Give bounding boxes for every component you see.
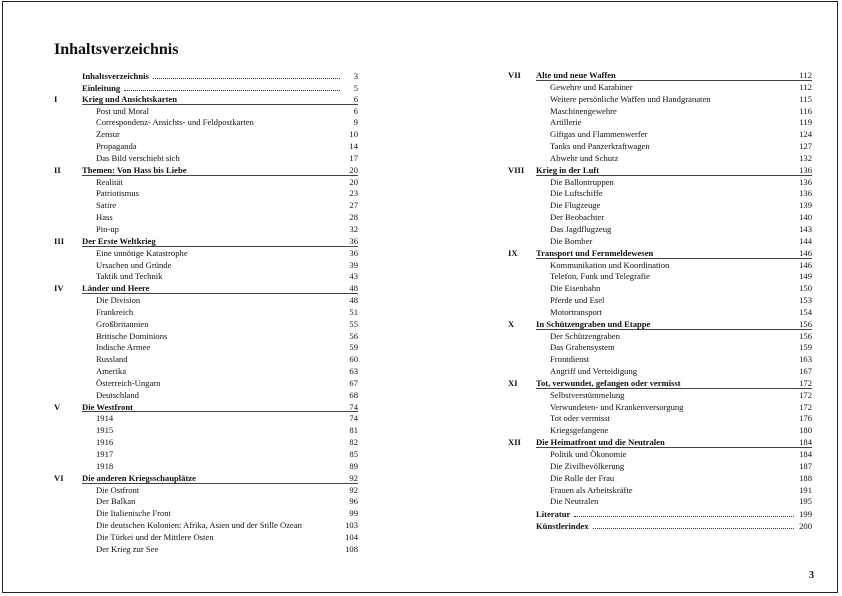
entry-page-number: 124 — [799, 129, 812, 140]
toc-subentry[interactable] — [508, 153, 812, 165]
toc-chapter-entry[interactable] — [508, 248, 812, 260]
toc-subentry[interactable] — [54, 141, 358, 153]
entry-title: Österreich-Ungarn — [96, 377, 161, 388]
chapter-number: VI — [54, 472, 64, 483]
toc-subentry[interactable] — [54, 342, 358, 354]
toc-subentry[interactable] — [508, 449, 812, 461]
toc-chapter-entry[interactable] — [54, 283, 358, 295]
toc-entry[interactable] — [508, 508, 812, 520]
entry-title: Themen: Von Hass bis Liebe — [82, 164, 187, 175]
toc-subentry[interactable] — [508, 82, 812, 94]
entry-page-number: 163 — [799, 354, 812, 365]
entry-page-number: 82 — [349, 437, 358, 448]
toc-subentry[interactable] — [508, 271, 812, 283]
entry-title: Tot oder vermisst — [550, 413, 611, 424]
entry-page-number: 43 — [349, 271, 358, 282]
entry-title: Der Beobachter — [550, 212, 605, 223]
toc-chapter-entry[interactable] — [508, 319, 812, 331]
toc-subentry[interactable] — [508, 260, 812, 272]
toc-subentry[interactable] — [508, 295, 812, 307]
toc-subentry[interactable] — [508, 307, 812, 319]
entry-page-number: 59 — [349, 342, 358, 353]
entry-title: 1915 — [96, 425, 114, 436]
entry-title: Einleitung — [82, 82, 121, 93]
entry-title: Kriegsgefangene — [550, 425, 609, 436]
toc-subentry[interactable] — [54, 520, 358, 532]
dot-leader — [574, 508, 794, 517]
toc-subentry[interactable] — [508, 413, 812, 425]
entry-title: Krieg in der Luft — [536, 164, 600, 175]
chapter-number: VII — [508, 70, 521, 80]
entry-page-number: 63 — [349, 366, 358, 377]
toc-subentry[interactable] — [54, 461, 358, 473]
toc-subentry[interactable] — [54, 307, 358, 319]
chapter-number: V — [54, 401, 61, 412]
toc-subentry[interactable] — [508, 177, 812, 189]
toc-column-right — [508, 70, 812, 532]
entry-title: Die Ostfront — [96, 484, 140, 495]
entry-page-number: 3 — [353, 71, 358, 81]
entry-title: Frauen als Arbeitskräfte — [550, 484, 633, 495]
entry-page-number: 159 — [799, 342, 812, 353]
entry-title: In Schützengraben und Etappe — [536, 318, 651, 329]
toc-subentry[interactable] — [54, 129, 358, 141]
entry-title: Frontdienst — [550, 354, 590, 365]
entry-page-number: 172 — [799, 377, 812, 388]
toc-subentry[interactable] — [508, 354, 812, 366]
entry-page-number: 140 — [799, 212, 812, 223]
toc-subentry[interactable] — [54, 319, 358, 331]
entry-page-number: 112 — [799, 81, 812, 92]
entry-page-number: 14 — [349, 141, 358, 152]
entry-title: Post und Moral — [96, 105, 149, 116]
toc-chapter-entry[interactable] — [508, 165, 812, 177]
toc-chapter-entry[interactable] — [508, 378, 812, 390]
entry-page-number: 176 — [799, 413, 812, 424]
toc-subentry[interactable] — [54, 532, 358, 544]
dot-leader — [124, 82, 340, 91]
entry-page-number: 17 — [349, 152, 358, 163]
entry-page-number: 146 — [799, 247, 812, 258]
entry-title: 1918 — [96, 460, 114, 471]
toc-subentry[interactable] — [54, 437, 358, 449]
entry-page-number: 146 — [799, 259, 812, 270]
entry-title: Die deutschen Kolonien: Afrika, Asien und der Stille Ozean — [96, 520, 302, 531]
entry-page-number: 10 — [349, 129, 358, 140]
entry-title: Maschinengewehre — [550, 105, 617, 116]
entry-title: Gewehre und Karabiner — [550, 81, 633, 92]
toc-subentry[interactable] — [54, 496, 358, 508]
toc-subentry[interactable] — [54, 354, 358, 366]
entry-page-number: 191 — [799, 484, 812, 495]
toc-subentry[interactable] — [508, 106, 812, 118]
entry-title: Ursachen und Gründe — [96, 259, 172, 270]
entry-page-number: 28 — [349, 212, 358, 223]
chapter-number: III — [54, 235, 65, 246]
toc-subentry[interactable] — [54, 117, 358, 129]
entry-title: Tanks und Panzerkraftwagen — [550, 141, 650, 152]
toc-subentry[interactable] — [54, 331, 358, 343]
entry-page-number: 5 — [353, 82, 358, 93]
entry-title: Frankreich — [96, 306, 134, 317]
entry-title: Correspondenz- Ansichts- und Feldpostkarten — [96, 117, 254, 128]
entry-title: Die Italienische Front — [96, 508, 171, 519]
toc-subentry[interactable] — [508, 402, 812, 414]
entry-title: Die Division — [96, 295, 141, 306]
entry-title: Literatur — [536, 509, 571, 520]
toc-subentry[interactable] — [508, 283, 812, 295]
toc-subentry[interactable] — [54, 200, 358, 212]
toc-subentry[interactable] — [54, 177, 358, 189]
toc-subentry[interactable] — [54, 378, 358, 390]
toc-subentry[interactable] — [54, 544, 358, 556]
toc-subentry[interactable] — [54, 248, 358, 260]
toc-subentry[interactable] — [508, 212, 812, 224]
entry-title: Tot, verwundet, gefangen oder vermisst — [536, 377, 681, 388]
entry-page-number: 136 — [799, 164, 812, 175]
entry-page-number: 6 — [353, 105, 358, 116]
entry-page-number: 36 — [349, 247, 358, 258]
chapter-number: IX — [508, 247, 518, 258]
toc-subentry[interactable] — [54, 260, 358, 272]
entry-title: Angriff und Verteidigung — [550, 366, 638, 377]
dot-leader — [593, 520, 794, 529]
entry-title: Politik und Ökonomie — [550, 449, 627, 459]
entry-page-number: 136 — [799, 188, 812, 199]
entry-page-number: 139 — [799, 200, 812, 211]
toc-chapter-entry[interactable] — [508, 70, 812, 82]
entry-page-number: 99 — [349, 508, 358, 519]
toc-entry[interactable] — [54, 82, 358, 94]
entry-page-number: 144 — [799, 235, 812, 246]
entry-title: 1916 — [96, 437, 114, 448]
toc-subentry[interactable] — [54, 413, 358, 425]
entry-page-number: 132 — [799, 152, 812, 163]
toc-subentry[interactable] — [54, 390, 358, 402]
entry-page-number: 67 — [349, 377, 358, 388]
entry-title: Telefon, Funk und Telegrafie — [550, 271, 650, 282]
chapter-number: XI — [508, 377, 518, 388]
entry-page-number: 112 — [799, 70, 812, 80]
toc-subentry[interactable] — [508, 236, 812, 248]
entry-title: Deutschland — [96, 389, 139, 400]
entry-title: Die Heimatfront und die Neutralen — [536, 437, 665, 448]
entry-page-number: 20 — [349, 164, 358, 175]
toc-subentry[interactable] — [508, 485, 812, 497]
entry-page-number: 172 — [799, 389, 812, 400]
toc-chapter-entry[interactable] — [54, 473, 358, 485]
entry-title: Das Grabensystem — [550, 342, 615, 353]
entry-title: Hass — [96, 212, 113, 223]
entry-page-number: 89 — [349, 460, 358, 471]
toc-chapter-entry[interactable] — [508, 437, 812, 449]
entry-title: Zensur — [96, 129, 120, 140]
entry-title: Russland — [96, 354, 128, 365]
entry-title: Weitere persönliche Waffen und Handgranaten — [550, 93, 711, 104]
entry-title: Die Rolle der Frau — [550, 472, 615, 483]
entry-page-number: 167 — [799, 366, 812, 377]
toc-subentry[interactable] — [508, 224, 812, 236]
toc-entry[interactable] — [508, 520, 812, 532]
entry-title: Die Türkei und der Mittlere Osten — [96, 531, 214, 542]
entry-title: Pferde und Esel — [550, 295, 605, 306]
entry-title: Die Ballontruppen — [550, 176, 614, 187]
toc-subentry[interactable] — [508, 200, 812, 212]
toc-subentry[interactable] — [508, 390, 812, 402]
toc-subentry[interactable] — [508, 473, 812, 485]
chapter-number: IV — [54, 283, 64, 294]
toc-subentry[interactable] — [54, 508, 358, 520]
entry-page-number: 9 — [353, 117, 358, 128]
chapter-number: VIII — [508, 164, 525, 175]
entry-title: Selbstverstümmelung — [550, 389, 625, 400]
entry-page-number: 74 — [349, 413, 358, 424]
entry-page-number: 92 — [349, 484, 358, 495]
entry-title: Amerika — [96, 366, 127, 377]
entry-page-number: 199 — [799, 509, 812, 520]
entry-title: Taktik und Technik — [96, 271, 163, 282]
toc-subentry[interactable] — [54, 485, 358, 497]
entry-title: Der Krieg zur See — [96, 543, 159, 554]
chapter-number: XII — [508, 437, 521, 448]
entry-title: Großbritannien — [96, 318, 149, 329]
entry-title: Artillerie — [550, 117, 582, 128]
toc-subentry[interactable] — [54, 425, 358, 437]
entry-page-number: 143 — [799, 223, 812, 234]
entry-title: Kommunikation und Koordination — [550, 259, 670, 270]
entry-page-number: 187 — [799, 460, 812, 471]
toc-chapter-entry[interactable] — [54, 94, 358, 106]
entry-page-number: 48 — [349, 295, 358, 306]
entry-title: Krieg und Ansichtskarten — [82, 93, 178, 104]
entry-page-number: 188 — [799, 472, 812, 483]
toc-subentry[interactable] — [54, 153, 358, 165]
toc-subentry[interactable] — [508, 141, 812, 153]
entry-page-number: 127 — [799, 141, 812, 152]
toc-column-left — [54, 70, 358, 556]
entry-page-number: 115 — [799, 93, 812, 104]
entry-title: Die Luftschiffe — [550, 188, 603, 199]
chapter-number: X — [508, 318, 515, 329]
toc-subentry[interactable] — [54, 271, 358, 283]
entry-page-number: 156 — [799, 318, 812, 329]
entry-title: Das Jagdflugzeug — [550, 223, 612, 234]
entry-page-number: 180 — [799, 425, 812, 436]
entry-title: Satire — [96, 200, 117, 211]
entry-title: Inhaltsverzeichnis — [82, 71, 149, 81]
entry-title: Abwehr und Schutz — [550, 152, 619, 163]
entry-title: Die Zivilbevölkerung — [550, 460, 625, 471]
entry-title: Das Bild verschiebt sich — [96, 152, 180, 163]
entry-title: Die Bomber — [550, 235, 593, 246]
toc-subentry[interactable] — [54, 295, 358, 307]
entry-page-number: 68 — [349, 389, 358, 400]
toc-subentry[interactable] — [54, 224, 358, 236]
entry-page-number: 39 — [349, 259, 358, 270]
entry-title: Alte und neue Waffen — [536, 70, 616, 80]
entry-title: Realität — [96, 176, 123, 187]
entry-page-number: 136 — [799, 176, 812, 187]
toc-subentry[interactable] — [508, 496, 812, 508]
entry-title: Der Balkan — [96, 496, 136, 507]
entry-title: Der Erste Weltkrieg — [82, 235, 156, 246]
entry-page-number: 156 — [799, 330, 812, 341]
entry-page-number: 116 — [799, 105, 812, 116]
page-title: Inhaltsverzeichnis — [54, 41, 179, 58]
entry-title: Pin-up — [96, 223, 119, 234]
entry-page-number: 104 — [345, 531, 358, 542]
toc-subentry[interactable] — [54, 449, 358, 461]
entry-title: 1914 — [96, 413, 114, 424]
dot-leader — [153, 70, 340, 79]
entry-page-number: 195 — [799, 496, 812, 507]
entry-title: Der Schützengraben — [550, 330, 620, 341]
entry-page-number: 56 — [349, 330, 358, 341]
toc-chapter-entry[interactable] — [54, 402, 358, 414]
entry-title: Die Flugzeuge — [550, 200, 601, 211]
toc-chapter-entry[interactable] — [54, 236, 358, 248]
entry-page-number: 85 — [349, 449, 358, 459]
entry-page-number: 60 — [349, 354, 358, 365]
toc-subentry[interactable] — [508, 94, 812, 106]
entry-page-number: 6 — [353, 93, 358, 104]
entry-page-number: 154 — [799, 306, 812, 317]
toc-subentry[interactable] — [508, 366, 812, 378]
entry-title: Die Eisenbahn — [550, 283, 601, 294]
entry-page-number: 36 — [349, 235, 358, 246]
entry-page-number: 23 — [349, 188, 358, 199]
entry-page-number: 119 — [799, 117, 812, 128]
chapter-number: II — [54, 164, 61, 175]
toc-subentry[interactable] — [54, 212, 358, 224]
entry-title: Die Neutralen — [550, 496, 599, 507]
entry-page-number: 81 — [349, 425, 358, 436]
toc-subentry[interactable] — [508, 188, 812, 200]
entry-page-number: 108 — [345, 543, 358, 554]
entry-page-number: 150 — [799, 283, 812, 294]
toc-subentry[interactable] — [54, 188, 358, 200]
toc-subentry[interactable] — [508, 461, 812, 473]
entry-title: Giftgas und Flammenwerfer — [550, 129, 648, 140]
entry-title: Die Westfront — [82, 401, 133, 412]
entry-page-number: 153 — [799, 295, 812, 306]
entry-title: Länder und Heere — [82, 283, 150, 294]
entry-title: Propaganda — [96, 141, 137, 152]
entry-page-number: 200 — [799, 521, 812, 532]
toc-subentry[interactable] — [54, 106, 358, 118]
entry-page-number: 51 — [349, 306, 358, 317]
entry-title: Verwundeten- und Krankenversorgung — [550, 401, 684, 412]
entry-title: 1917 — [96, 449, 114, 459]
toc-subentry[interactable] — [508, 331, 812, 343]
entry-page-number: 74 — [349, 401, 358, 412]
entry-page-number: 92 — [349, 472, 358, 483]
entry-page-number: 48 — [349, 283, 358, 294]
entry-title: Indische Armee — [96, 342, 151, 353]
entry-page-number: 55 — [349, 318, 358, 329]
entry-title: Patriotismus — [96, 188, 139, 199]
toc-subentry[interactable] — [508, 425, 812, 437]
toc-subentry[interactable] — [508, 129, 812, 141]
toc-subentry[interactable] — [508, 117, 812, 129]
entry-page-number: 149 — [799, 271, 812, 282]
entry-title: Künstlerindex — [536, 521, 589, 532]
entry-title: Die anderen Kriegsschauplätze — [82, 472, 196, 483]
toc-entry[interactable] — [54, 70, 358, 82]
entry-page-number: 20 — [349, 176, 358, 187]
entry-title: Motortransport — [550, 306, 603, 317]
entry-title: Eine unnötige Katastrophe — [96, 247, 188, 258]
entry-page-number: 103 — [345, 520, 358, 531]
chapter-number: I — [54, 93, 58, 104]
entry-page-number: 184 — [799, 449, 812, 459]
toc-chapter-entry[interactable] — [54, 165, 358, 177]
entry-title: Transport und Fernmeldewesen — [536, 247, 654, 258]
toc-subentry[interactable] — [54, 366, 358, 378]
page-number: 3 — [809, 570, 814, 581]
entry-page-number: 184 — [799, 437, 812, 448]
entry-title: Britische Dominions — [96, 330, 168, 341]
toc-subentry[interactable] — [508, 342, 812, 354]
entry-page-number: 172 — [799, 401, 812, 412]
entry-page-number: 96 — [349, 496, 358, 507]
entry-page-number: 32 — [349, 223, 358, 234]
entry-page-number: 27 — [349, 200, 358, 211]
